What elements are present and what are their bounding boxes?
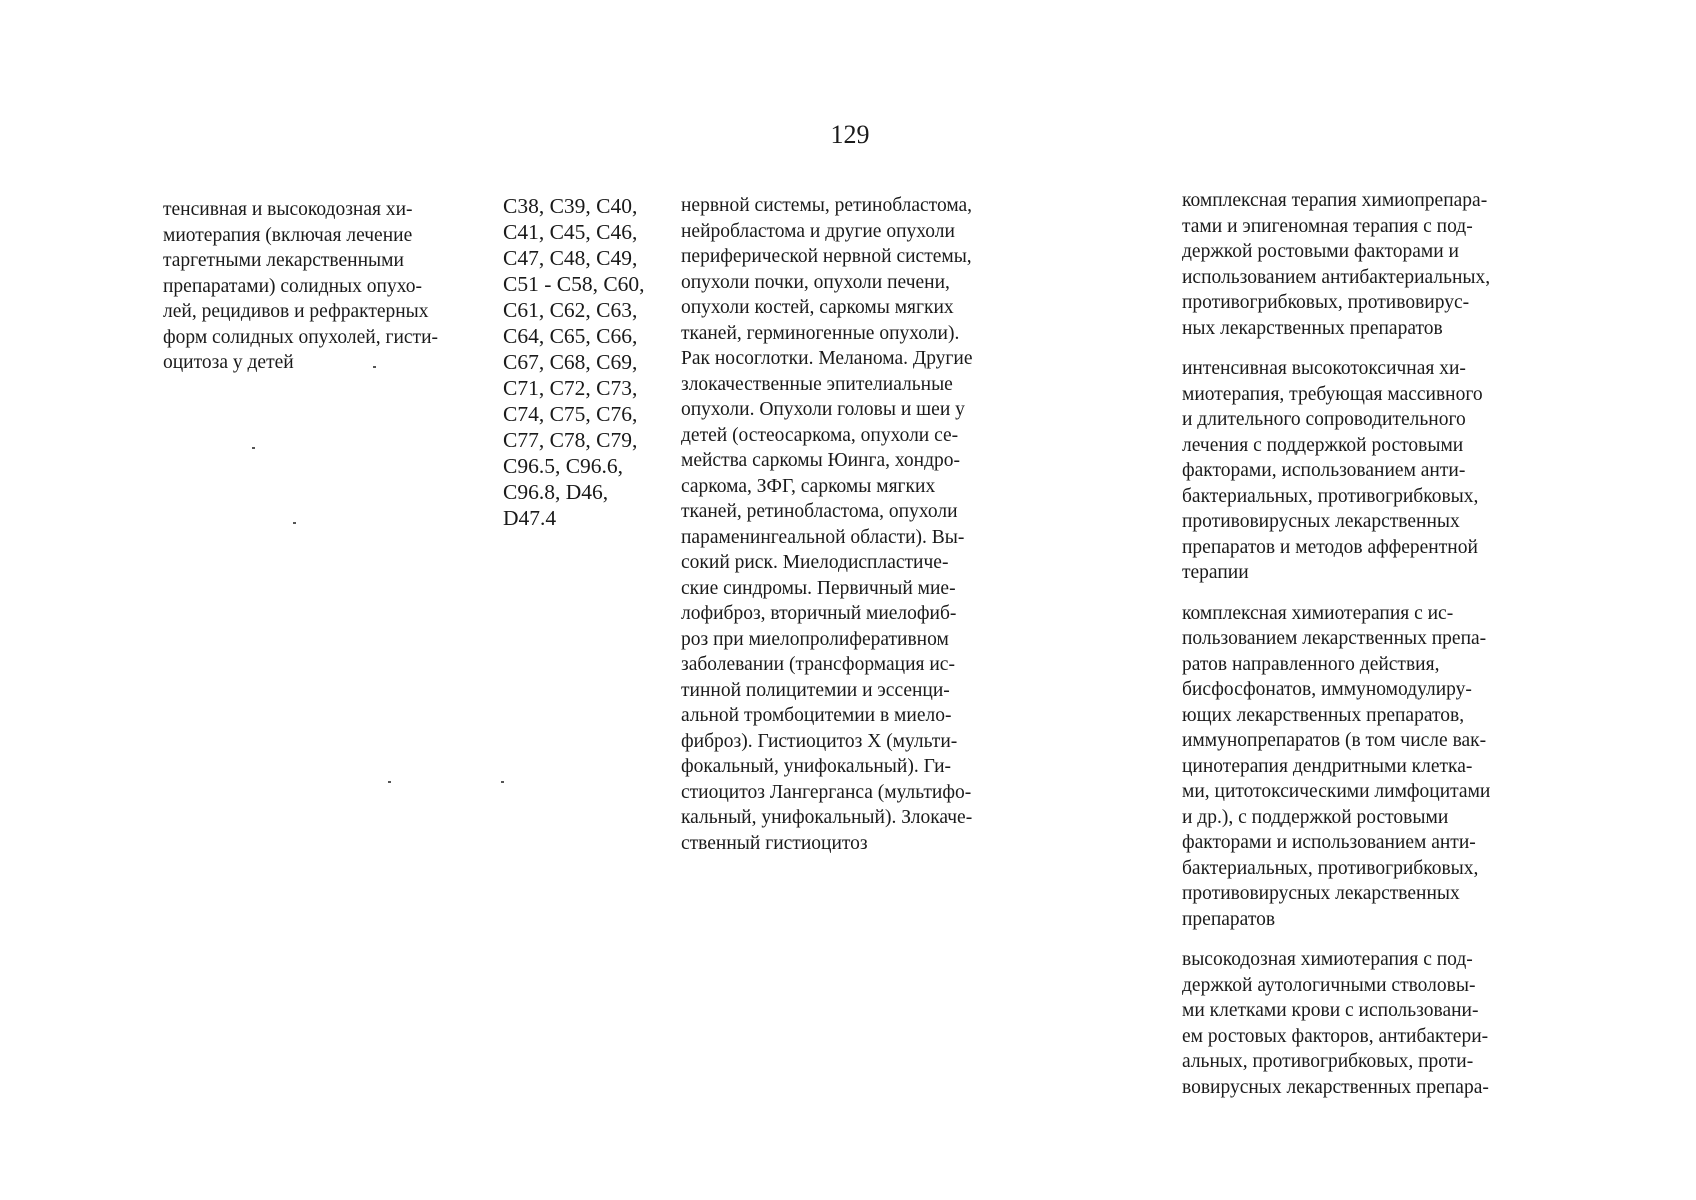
text-line: кальный, унифокальный). Злокаче- xyxy=(681,807,973,828)
scan-speck xyxy=(293,522,296,524)
text-line: опухоли почки, опухоли печени, xyxy=(681,271,950,293)
text-line: бактериальных, противогрибковых, xyxy=(1182,857,1479,879)
text-line: использованием антибактериальных, xyxy=(1182,266,1491,288)
text-line: тканей, ретинобластома, опухоли xyxy=(681,501,958,522)
scan-speck xyxy=(373,366,376,368)
text-line: противовирусных лекарственных xyxy=(1182,511,1460,532)
page-number: 129 xyxy=(830,120,870,149)
text-line: злокачественные эпителиальные xyxy=(681,373,953,395)
text-line: таргетными лекарственными xyxy=(163,250,404,271)
text-line: сокий риск. Миелодиспластиче- xyxy=(681,552,949,573)
text-line: тканей, герминогенные опухоли). xyxy=(681,322,960,344)
text-line: нейробластома и другие опухоли xyxy=(681,220,955,242)
text-line: ми, цитотоксическими лимфоцитами xyxy=(1182,781,1491,802)
text-line: иммунопрепаратов (в том числе вак- xyxy=(1182,730,1487,751)
text-line: фокальный, унифокальный). Ги- xyxy=(681,756,952,777)
text-line: факторами и использованием анти- xyxy=(1182,832,1476,853)
text-line: оцитоза у детей xyxy=(163,352,294,373)
text-line: цинотерапия дендритными клетка- xyxy=(1182,755,1473,777)
text-line: заболевании (трансформация ис- xyxy=(681,654,955,675)
text-line: препаратов xyxy=(1182,908,1276,930)
treatment-method-paragraph xyxy=(1182,947,1490,1100)
text-line: роз при миелопролиферативном xyxy=(681,628,949,650)
text-line: препаратов и методов афферентной xyxy=(1182,536,1478,558)
text-line: бисфосфонатов, иммуномодулиру- xyxy=(1182,679,1472,700)
text-line: C64, C65, C66, xyxy=(503,324,638,348)
text-line: параменингеальной области). Вы- xyxy=(681,526,965,548)
text-line: факторами, использованием анти- xyxy=(1182,460,1466,481)
text-line: противогрибковых, противовирус- xyxy=(1182,292,1470,313)
text-line: фиброз). Гистиоцитоз X (мульти- xyxy=(681,730,958,752)
text-line: и др.), с поддержкой ростовыми xyxy=(1182,806,1449,828)
text-line: препаратами) солидных опухо- xyxy=(163,275,422,297)
text-line: C74, C75, C76, xyxy=(503,402,638,426)
text-line: тенсивная и высокодозная хи- xyxy=(163,199,413,220)
text-line: C77, C78, C79, xyxy=(503,428,638,452)
text-line: C67, C68, C69, xyxy=(503,350,638,374)
text-line: ми клетками крови с использовани- xyxy=(1182,1000,1479,1021)
text-line: ратов направленного действия, xyxy=(1182,653,1440,675)
treatment-method-paragraph xyxy=(1182,356,1490,586)
text-line: ющих лекарственных препаратов, xyxy=(1182,704,1465,726)
text-line: C61, C62, C63, xyxy=(503,298,638,322)
text-line: тинной полицитемии и эссенци- xyxy=(681,679,950,701)
text-line: комплексная терапия химиопрепара- xyxy=(1182,190,1488,211)
text-line: держкой ростовыми факторами и xyxy=(1182,241,1459,262)
text-line: миотерапия (включая лечение xyxy=(163,224,413,246)
text-line: тами и эпигеномная терапия с под- xyxy=(1182,215,1473,237)
text-line: D47.4 xyxy=(503,506,557,530)
text-line: альной тромбоцитемии в миело- xyxy=(681,705,952,726)
text-line: детей (остеосаркома, опухоли се- xyxy=(681,424,959,446)
treatment-scope-column xyxy=(163,197,438,376)
treatment-methods-column xyxy=(1182,188,1490,1100)
text-line: противовирусных лекарственных xyxy=(1182,883,1460,904)
text-line: форм солидных опухолей, гисти- xyxy=(163,326,438,348)
text-line: C47, C48, C49, xyxy=(503,246,638,270)
text-line: C38, C39, C40, xyxy=(503,194,638,218)
text-line: миотерапия, требующая массивного xyxy=(1182,383,1483,405)
diagnoses-column xyxy=(681,193,973,856)
text-line: ных лекарственных препаратов xyxy=(1182,317,1443,339)
text-line: C51 - C58, C60, xyxy=(503,272,645,296)
scan-speck xyxy=(501,781,504,783)
text-line: пользованием лекарственных препа- xyxy=(1182,628,1487,649)
scan-speck xyxy=(388,781,391,783)
treatment-method-paragraph xyxy=(1182,601,1490,933)
scan-speck xyxy=(252,447,255,449)
text-line: вовирусных лекарственных препара- xyxy=(1182,1076,1489,1098)
text-line: ственный гистиоцитоз xyxy=(681,832,868,854)
text-line: C71, C72, C73, xyxy=(503,376,638,400)
text-line: держкой аутологичными стволовы- xyxy=(1182,974,1476,996)
icd-codes-column xyxy=(503,193,645,531)
text-line: комплексная химиотерапия с ис- xyxy=(1182,602,1454,624)
text-line: ем ростовых факторов, антибактери- xyxy=(1182,1025,1489,1047)
text-line: нервной системы, ретинобластома, xyxy=(681,195,973,216)
text-line: интенсивная высокотоксичная хи- xyxy=(1182,358,1466,379)
treatment-method-paragraph xyxy=(1182,188,1490,341)
text-line: лечения с поддержкой ростовыми xyxy=(1182,434,1464,456)
text-line: лофиброз, вторичный миелофиб- xyxy=(681,603,957,624)
text-line: мейства саркомы Юинга, хондро- xyxy=(681,450,960,471)
text-line: C41, C45, C46, xyxy=(503,220,638,244)
text-line: бактериальных, противогрибковых, xyxy=(1182,485,1479,507)
text-line: стиоцитоз Лангерганса (мультифо- xyxy=(681,781,972,803)
text-line: ские синдромы. Первичный мие- xyxy=(681,577,956,599)
text-line: терапии xyxy=(1182,562,1249,583)
text-line: опухоли. Опухоли головы и шеи у xyxy=(681,399,965,420)
text-line: альных, противогрибковых, проти- xyxy=(1182,1051,1474,1072)
text-line: опухоли костей, саркомы мягких xyxy=(681,297,954,318)
text-line: саркома, ЗФГ, саркомы мягких xyxy=(681,475,936,497)
text-line: C96.5, C96.6, xyxy=(503,454,624,478)
text-line: лей, рецидивов и рефрактерных xyxy=(163,301,429,322)
text-line: периферической нервной системы, xyxy=(681,246,972,267)
text-line: Рак носоглотки. Меланома. Другие xyxy=(681,348,973,369)
text-line: C96.8, D46, xyxy=(503,480,609,504)
text-line: и длительного сопроводительного xyxy=(1182,409,1466,430)
text-line: высокодозная химиотерапия с под- xyxy=(1182,949,1473,970)
